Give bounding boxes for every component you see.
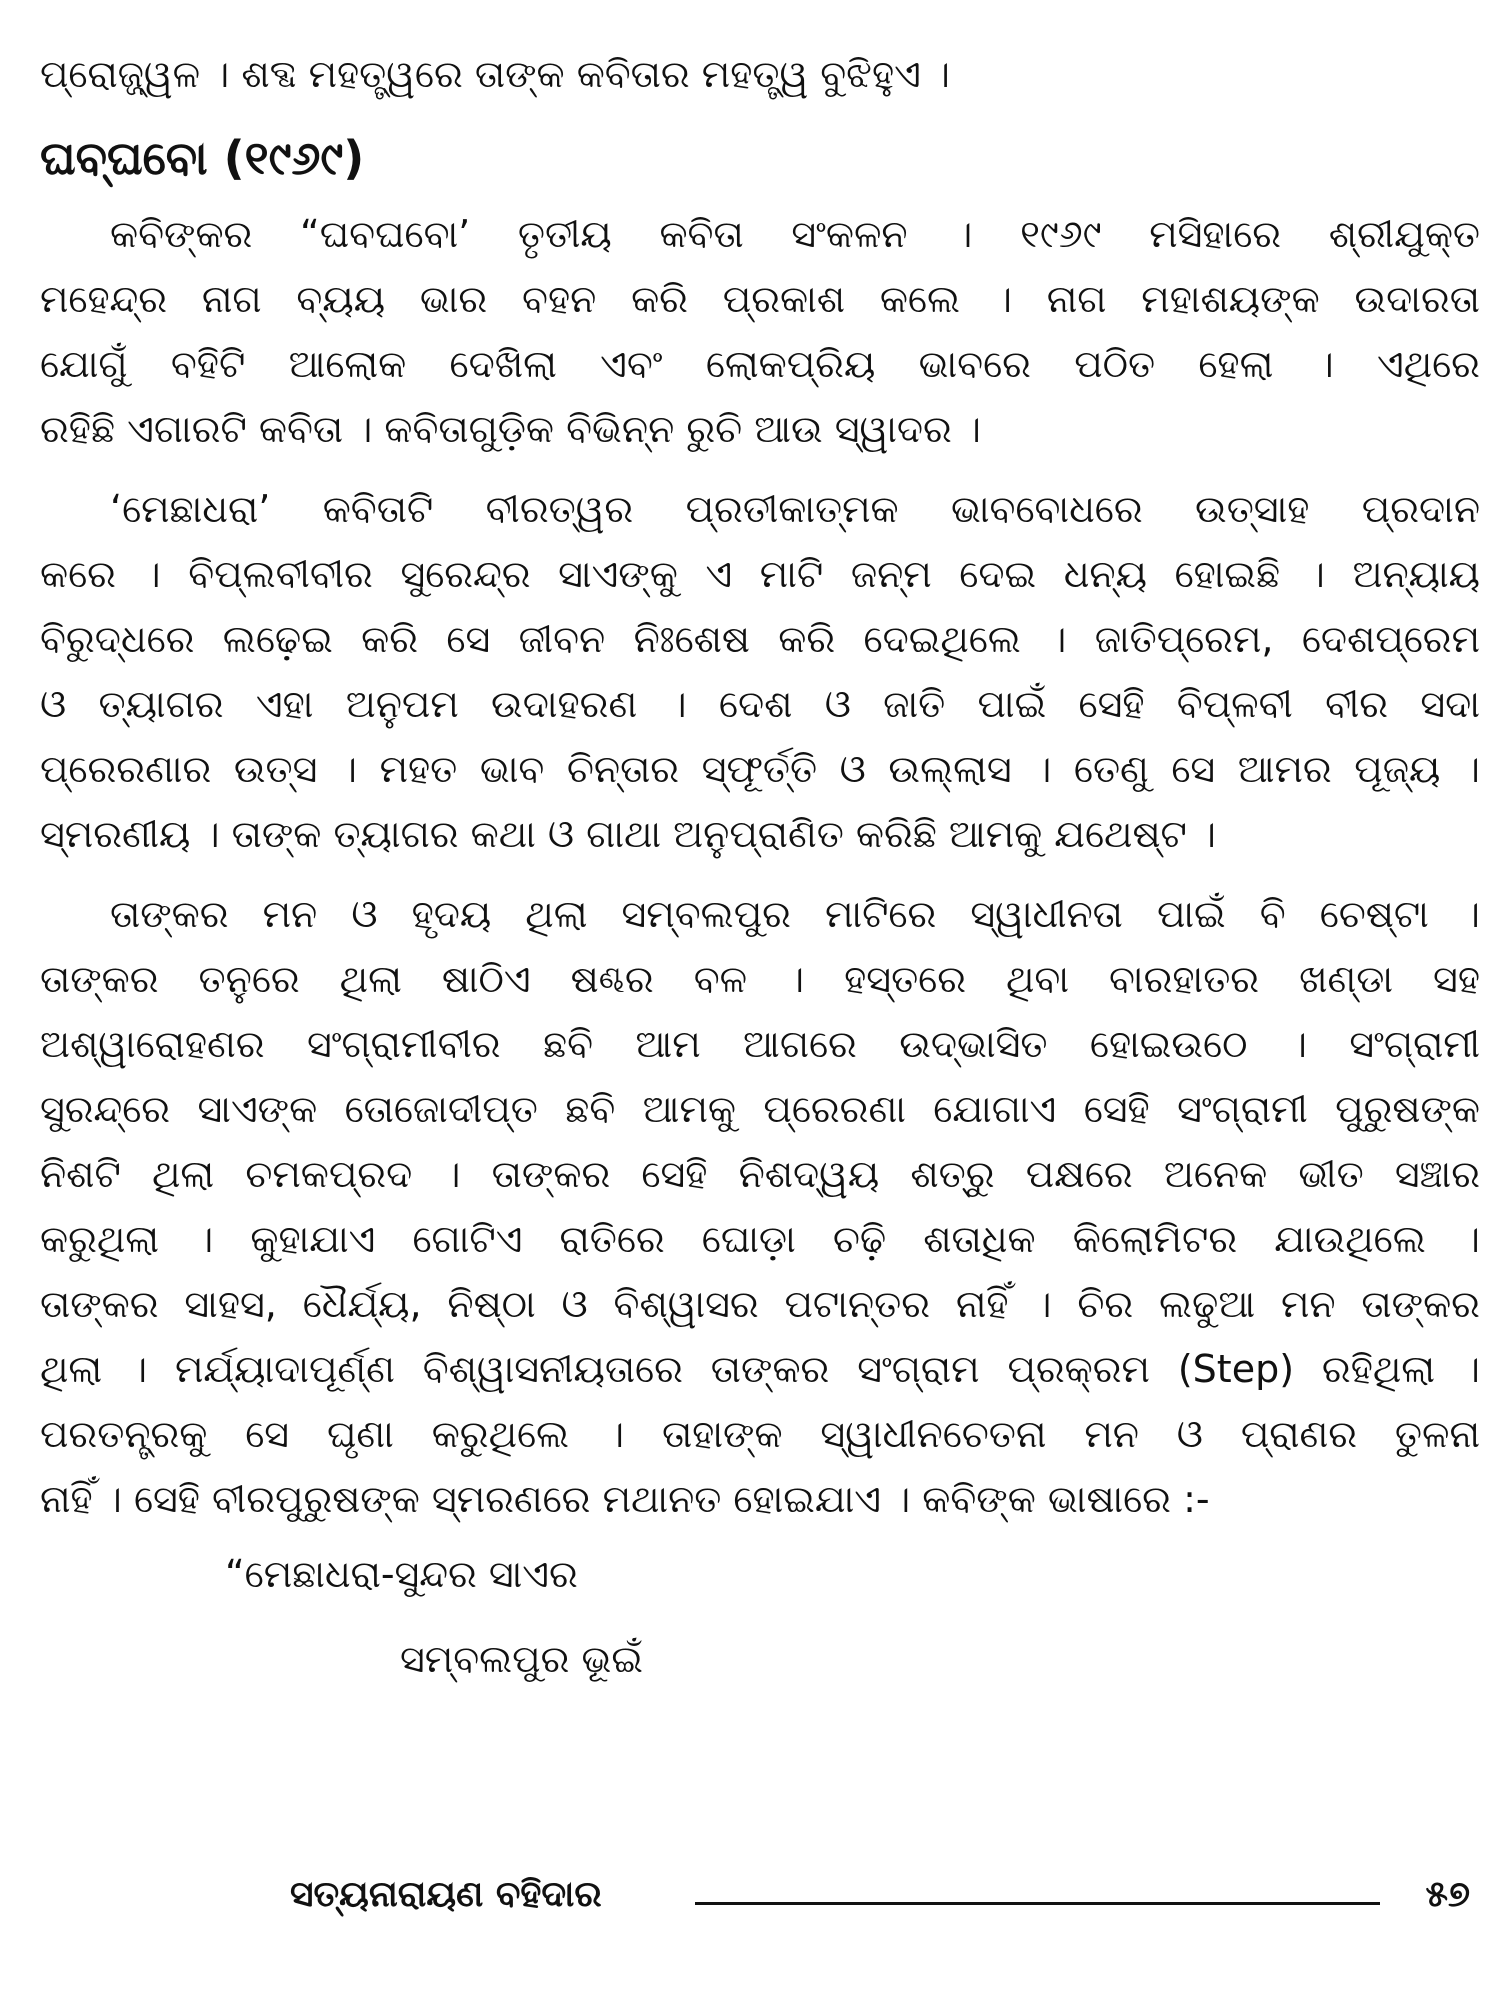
text-line: ନିଶଟି ଥିଲା ଚମକପ୍ରଦ । ତାଙ୍କର ସେହି ନିଶଦ୍ୱୟ ଶତ୍ରୁ ପକ୍ଷରେ ଅନେକ ଭୀତ ସଞ୍ଚାର xyxy=(40,1152,1480,1196)
text-line: ସ୍ମରଣୀୟ । ତାଙ୍କ ତ୍ୟାଗର କଥା ଓ ଗାଥା ଅନୁପ୍ରାଣିତ କରିଛି ଆମକୁ ଯଥେଷ୍ଟ । xyxy=(40,812,1217,856)
text-line: କରୁଥିଲା । କୁହାଯାଏ ଗୋଟିଏ ରାତିରେ ଘୋଡ଼ା ଚଢ଼ି ଶତାଧିକ କିଲୋମିଟର ଯାଉଥିଲେ । xyxy=(40,1217,1480,1261)
verse-line: ସମ୍ବଲପୁର ଭୂଇଁ xyxy=(400,1637,644,1681)
text-line: ତାଙ୍କର ତନୁରେ ଥିଲା ଷାଠିଏ ଷଣ୍ଢର ବଳ । ହସ୍ତରେ ଥିବା ବାରହାତର ଖଣ୍ଡା ସହ xyxy=(40,957,1480,1001)
text-line: କବିଙ୍କର “ଘବଘବୋ’ ତୃତୀୟ କବିତା ସଂକଳନ । ୧୯୬୯ ମସିହାରେ ଶ୍ରୀଯୁକ୍ତ xyxy=(110,212,1480,256)
page-footer xyxy=(290,1865,1470,1925)
verse-line: “ମେଛାଧରା-ସୁନ୍ଦର ସାଏର xyxy=(225,1552,578,1596)
text-line: ରହିଛି ଏଗାରଟି କବିତା । କବିତାଗୁଡ଼ିକ ବିଭିନ୍ନ ରୁଚି ଆଉ ସ୍ୱାଦର । xyxy=(40,407,982,451)
text-line: ଅଶ୍ୱାରୋହଣର ସଂଗ୍ରାମୀବୀର ଛବି ଆମ ଆଗରେ ଉଦ୍‌ଭାସିତ ହୋଇଉଠେ । ସଂଗ୍ରାମୀ xyxy=(40,1022,1480,1066)
text-line: ପ୍ରୋଜ୍ଜ୍ୱଳ । ଶବ୍ଦ ମହତ୍ତ୍ୱରେ ତାଙ୍କ କବିତାର ମହତ୍ତ୍ୱ ବୁଝିହୁଏ । xyxy=(40,52,950,96)
text-line: ତାଙ୍କର ମନ ଓ ହୃଦୟ ଥିଲା ସମ୍ବଲପୁର ମାଟିରେ ସ୍ୱାଧୀନତା ପାଇଁ ବି ଚେଷ୍ଟା । xyxy=(110,892,1480,936)
section-heading: ଘବ୍‌ଘବୋ (୧୯୬୯) xyxy=(40,131,365,185)
text-line: ସୁରନ୍ଦ୍ରେ ସାଏଙ୍କ ତୋଜୋଦୀପ୍ତ ଛବି ଆମକୁ ପ୍ରେରଣା ଯୋଗାଏ ସେହି ସଂଗ୍ରାମୀ ପୁରୁଷଙ୍କ xyxy=(40,1087,1480,1131)
text-line: ପରତନ୍ତ୍ରକୁ ସେ ଘୃଣା କରୁଥିଲେ । ତାହାଙ୍କ ସ୍ୱାଧୀନଚେତନା ମନ ଓ ପ୍ରାଣର ତୁଳନା xyxy=(40,1412,1480,1456)
text-line: ପ୍ରେରଣାର ଉତ୍ସ । ମହତ ଭାବ ଚିନ୍ତାର ସ୍ଫୂର୍ତ୍ତି ଓ ଉଲ୍ଲାସ । ତେଣୁ ସେ ଆମର ପୂଜ୍ୟ । xyxy=(40,747,1480,791)
footer-rule xyxy=(695,1902,1380,1905)
page-number: ୫୭ xyxy=(1425,1874,1470,1915)
text-line: ଥିଲା । ମର୍ଯ୍ୟାଦାପୂର୍ଣ୍ଣ ବିଶ୍ୱାସନୀୟତାରେ ତାଙ୍କର ସଂଗ୍ରାମ ପ୍ରକ୍ରମ (Step) ରହିଥିଲା । xyxy=(40,1347,1480,1391)
text-line: ତାଙ୍କର ସାହସ, ଧୈର୍ଯ୍ୟ, ନିଷ୍ଠା ଓ ବିଶ୍ୱାସର ପଟାନ୍ତର ନାହିଁ । ଚିର ଲଢୁଆ ମନ ତାଙ୍କର xyxy=(40,1282,1480,1326)
text-line: ଓ ତ୍ୟାଗର ଏହା ଅନୁପମ ଉଦାହରଣ । ଦେଶ ଓ ଜାତି ପାଇଁ ସେହି ବିପ୍ଳବୀ ବୀର ସଦା xyxy=(40,682,1480,726)
text-line: ଯୋଗୁଁ ବହିଟି ଆଲୋକ ଦେଖିଲା ଏବଂ ଲୋକପ୍ରିୟ ଭାବରେ ପଠିତ ହେଲା । ଏଥିରେ xyxy=(40,342,1480,386)
text-line: ବିରୁଦ୍ଧରେ ଲଢ଼େଇ କରି ସେ ଜୀବନ ନିଃଶେଷ କରି ଦେଇଥିଲେ । ଜାତିପ୍ରେମ, ଦେଶପ୍ରେମ xyxy=(40,617,1480,661)
text-line: ମହେନ୍ଦ୍ର ନାଗ ବ୍ୟୟ ଭାର ବହନ କରି ପ୍ରକାଶ କଲେ । ନାଗ ମହାଶୟଙ୍କ ଉଦାରତା xyxy=(40,277,1480,321)
footer-author: ସତ୍ୟନାରାୟଣ ବହିଦାର xyxy=(290,1874,602,1915)
text-line: କରେ । ବିପ୍ଲବୀବୀର ସୁରେନ୍ଦ୍ର ସାଏଙ୍କୁ ଏ ମାଟି ଜନ୍ମ ଦେଇ ଧନ୍ୟ ହୋଇଛି । ଅନ୍ୟାୟ xyxy=(40,552,1480,596)
text-line: ‘ମେଛାଧରା’ କବିତାଟି ବୀରତ୍ୱର ପ୍ରତୀକାତ୍ମକ ଭାବବୋଧରେ ଉତ୍ସାହ ପ୍ରଦାନ xyxy=(110,487,1480,531)
text-line: ନାହିଁ । ସେହି ବୀରପୁରୁଷଙ୍କ ସ୍ମରଣରେ ମଥାନତ ହୋଇଯାଏ । କବିଙ୍କ ଭାଷାରେ :- xyxy=(40,1477,1210,1521)
